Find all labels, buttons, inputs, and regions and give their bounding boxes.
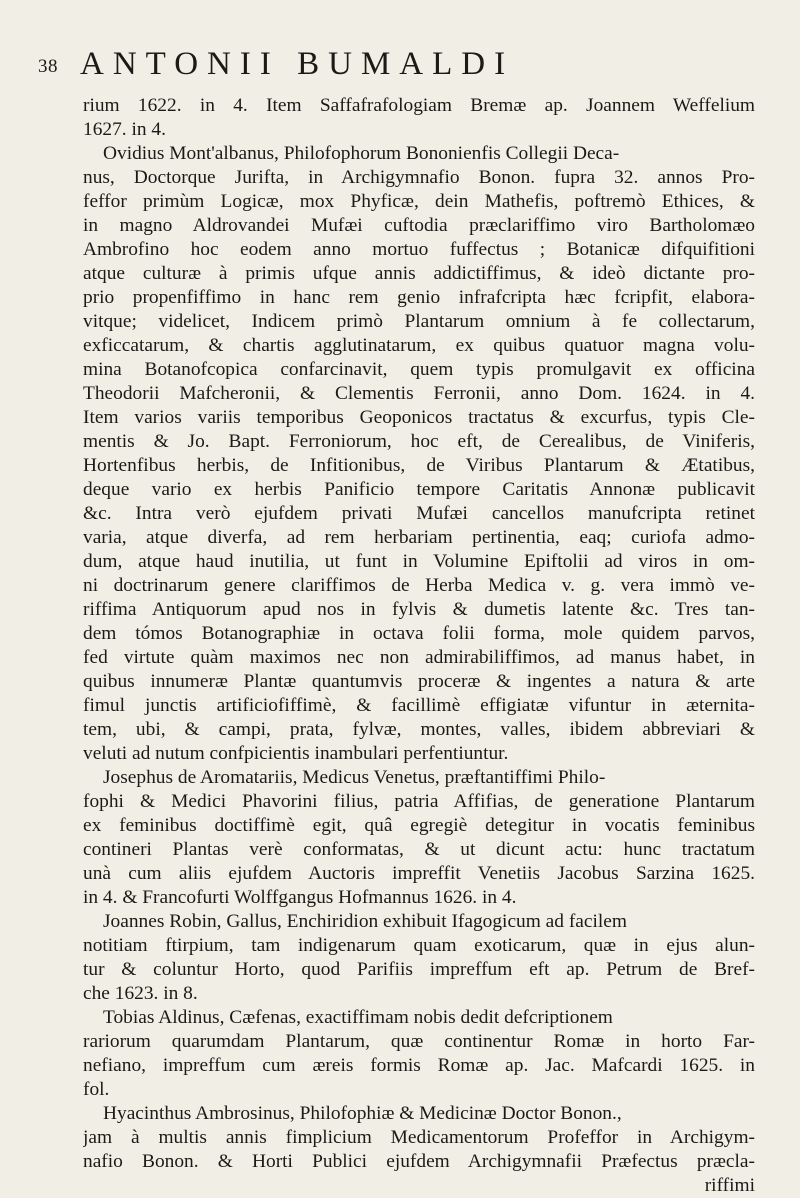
text-line: jam à multis annis fimplicium Medicamentorum Profeffor in Archigym- [83,1127,755,1148]
text-line: varia, atque diverfa, ad rem herbariam pertinentia, eaq; curiofa admo- [83,527,755,548]
text-line: 1627. in 4. [83,119,166,140]
page-header [38,36,760,86]
text-line: ex feminibus doctiffimè egit, quâ egregiè detegitur in vocatis feminibus [83,815,755,836]
text-line: fol. [83,1079,110,1100]
text-line: fed virtute quàm maximos nec non admirabiliffimos, ad manus habet, in [83,647,755,668]
page-number: 38 [38,56,58,77]
text-line: vitque; videlicet, Indicem primò Plantarum omnium à fe collectarum, [83,311,755,332]
text-line: rium 1622. in 4. Item Saffafrafologiam Bremæ ap. Joannem Weffelium [83,95,755,116]
text-line: quibus innumeræ Plantæ quantumvis proceræ & ingentes a natura & arte [83,671,755,692]
text-line: Hortenfibus herbis, de Infitionibus, de Viribus Plantarum & Ætatibus, [83,455,755,476]
text-line: atque culturæ à primis ufque annis addictiffimus, & ideò dictante pro- [83,263,755,284]
text-line: Ovidius Mont'albanus, Philofophorum Bononienfis Collegii Deca- [103,143,620,164]
text-line: in 4. & Francofurti Wolffgangus Hofmannus 1626. in 4. [83,887,517,908]
text-line: ni doctrinarum genere clariffimos de Herba Medica v. g. vera immò ve- [83,575,755,596]
text-line: Josephus de Aromatariis, Medicus Venetus, præftantiffimi Philo- [103,767,606,788]
text-line: &c. Intra verò ejufdem privati Mufæi cancellos manufcripta retinet [83,503,755,524]
text-line: Hyacinthus Ambrosinus, Philofophiæ & Medicinæ Doctor Bonon., [103,1103,622,1124]
text-line: contineri Plantas verè conformatas, & ut dicunt actu: hunc tractatum [83,839,755,860]
text-line: che 1623. in 8. [83,983,198,1004]
text-line: riffima Antiquorum apud nos in fylvis & dumetis latente &c. Tres tan- [83,599,755,620]
text-line: Joannes Robin, Gallus, Enchiridion exhibuit Ifagogicum ad facilem [103,911,627,932]
text-line: exficcatarum, & chartis agglutinatarum, ex quibus quatuor magna volu- [83,335,755,356]
text-line: in magno Aldrovandei Mufæi cuftodia præclariffimo viro Bartholomæo [83,215,755,236]
text-line: mentis & Jo. Bapt. Ferroniorum, hoc eft, de Cerealibus, de Viniferis, [83,431,755,452]
text-line: Tobias Aldinus, Cæfenas, exactiffimam nobis dedit defcriptionem [103,1007,613,1028]
text-line: veluti ad nutum confpicientis inambulari perfentiuntur. [83,743,509,764]
running-head: ANTONII BUMALDI [80,46,515,82]
text-line: fophi & Medici Phavorini filius, patria Affifias, de generatione Plantarum [83,791,755,812]
text-line: deque vario ex herbis Panificio tempore Caritatis Annonæ publicavit [83,479,755,500]
text-body [83,94,755,1198]
text-line: dum, atque haud inutilia, ut funt in Volumine Epiftolii ad viros in om- [83,551,755,572]
text-line: prio propenfiffimo in hanc rem genio infrafcripta hæc fcripfit, elabora- [83,287,755,308]
text-line: riffimi [704,1175,755,1196]
text-line: fimul junctis artificiofiffimè, & facillimè effigiatæ vifuntur in æternita- [83,695,755,716]
text-line: notitiam ftirpium, tam indigenarum quam exoticarum, quæ in ejus alun- [83,935,755,956]
text-line: mina Botanofcopica confarcinavit, quem typis promulgavit ex officina [83,359,755,380]
text-line: Theodorii Mafcheronii, & Clementis Ferronii, anno Dom. 1624. in 4. [83,383,755,404]
text-line: nefiano, impreffum cum æreis formis Romæ ap. Jac. Mafcardi 1625. in [83,1055,755,1076]
text-line: tem, ubi, & campi, prata, fylvæ, montes, valles, ibidem abbreviari & [83,719,755,740]
text-line: nus, Doctorque Jurifta, in Archigymnafio Bonon. fupra 32. annos Pro- [83,167,755,188]
text-line: rariorum quarumdam Plantarum, quæ continentur Romæ in horto Far- [83,1031,755,1052]
text-line: Item varios variis temporibus Geoponicos tractatus & excurfus, typis Cle- [83,407,755,428]
text-line: unà cum aliis ejufdem Auctoris impreffit Venetiis Jacobus Sarzina 1625. [83,863,755,884]
text-line: Ambrofino hoc eodem anno mortuo fuffectus ; Botanicæ difquifitioni [83,239,755,260]
text-line: nafio Bonon. & Horti Publici ejufdem Archigymnafii Præfectus præcla- [83,1151,755,1172]
text-line: feffor primùm Logicæ, mox Phyficæ, dein Mathefis, poftremò Ethices, & [83,191,755,212]
text-line: tur & coluntur Horto, quod Parifiis impreffum eft ap. Petrum de Bref- [83,959,755,980]
text-line: dem tómos Botanographiæ in octava folii forma, mole quidem parvos, [83,623,755,644]
